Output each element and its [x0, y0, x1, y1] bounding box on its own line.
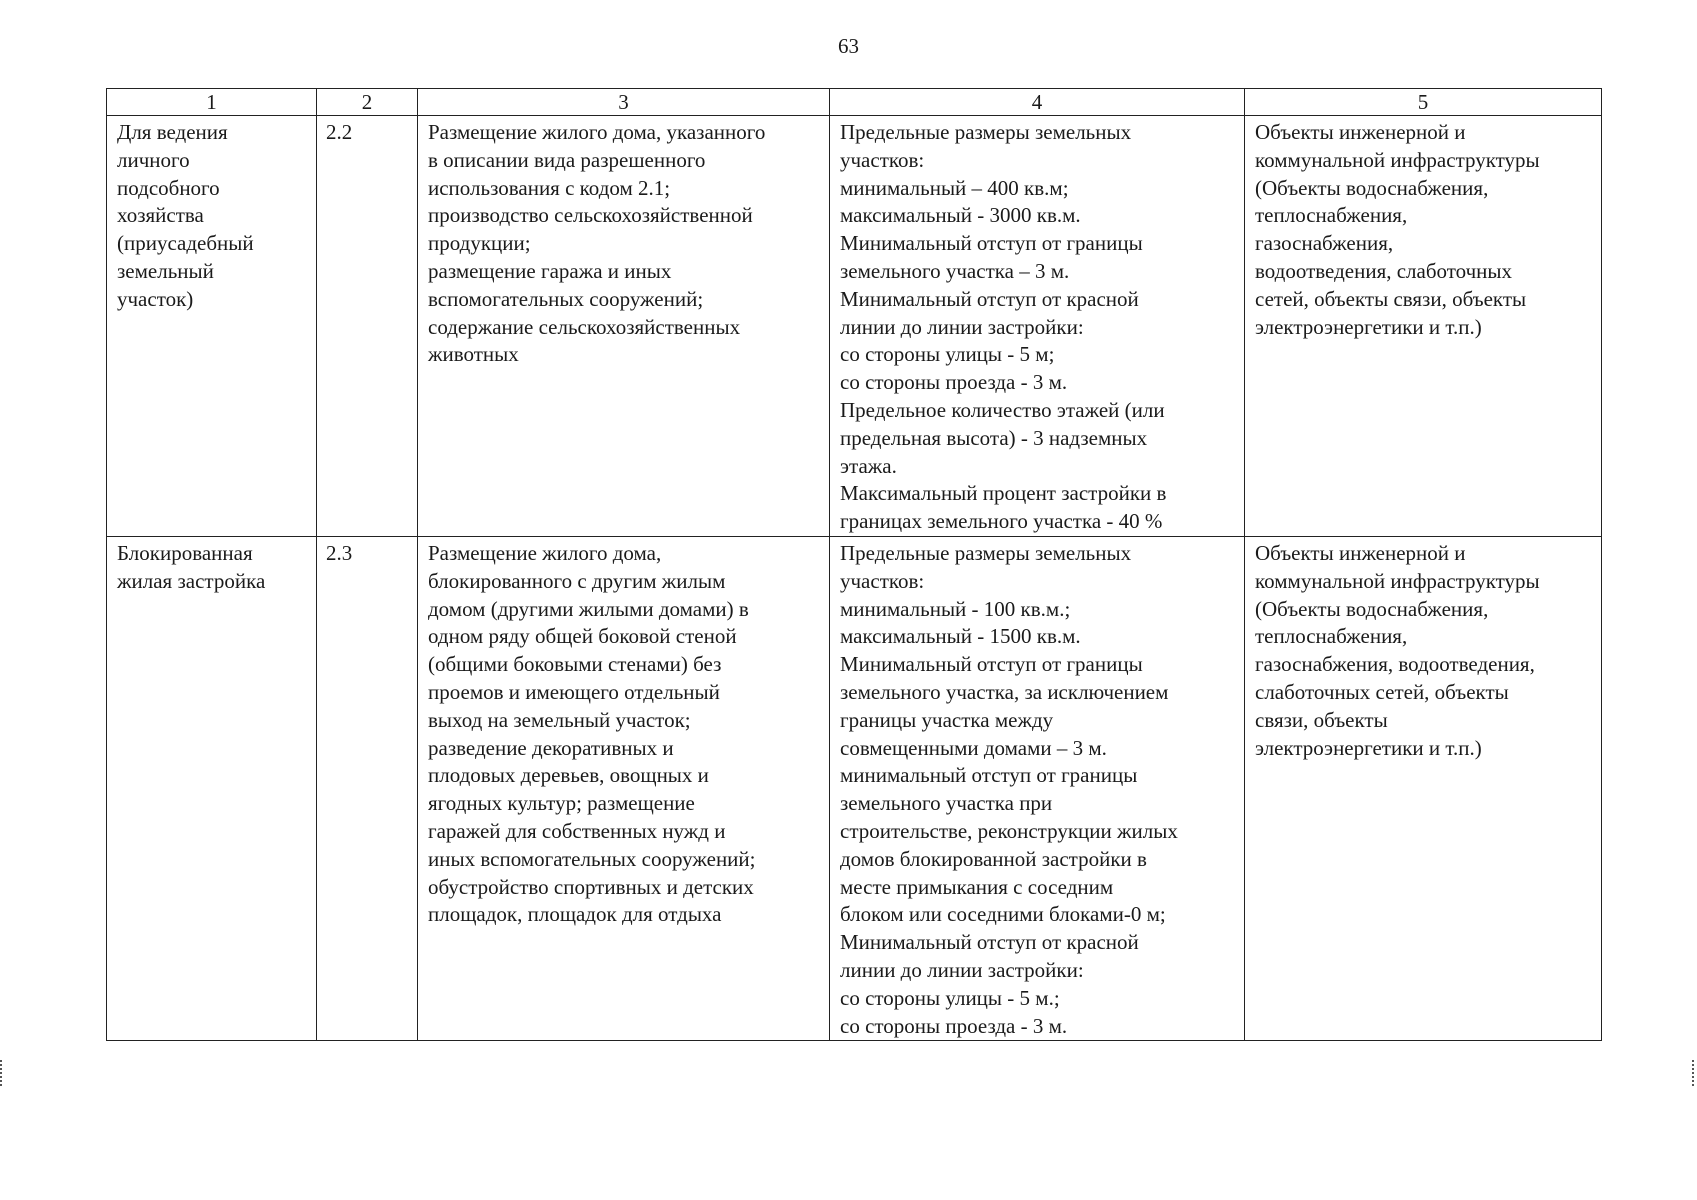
cell-line: животных	[428, 342, 519, 367]
cell-line: участков:	[840, 568, 925, 593]
cell-line: использования с кодом 2.1;	[428, 175, 671, 200]
cell-line: Блокированная	[117, 541, 253, 565]
cell-line: гаражей для собственных нужд и	[428, 818, 726, 843]
cell-line: в описании вида разрешенного	[428, 147, 706, 172]
cell-line: минимальный - 100 кв.м.;	[840, 596, 1071, 621]
cell-line: участков:	[840, 147, 925, 172]
parameters-cell	[830, 116, 1245, 537]
cell-line: теплоснабжения,	[1255, 624, 1408, 649]
cell-line: Предельные размеры земельных	[840, 541, 1132, 565]
cell-line: строительстве, реконструкции жилых	[840, 818, 1178, 843]
cell-line: одном ряду общей боковой стеной	[428, 624, 737, 649]
cell-line: линии до линии застройки:	[840, 314, 1084, 339]
cell-line: (Объекты водоснабжения,	[1255, 175, 1489, 200]
infrastructure-cell	[1245, 116, 1602, 537]
cell-line: Объекты инженерной и	[1255, 120, 1466, 144]
cell-line: размещение гаража и иных	[428, 258, 672, 283]
cell-line: (общими боковыми стенами) без	[428, 652, 722, 677]
cell-line: со стороны проезда - 3 м.	[840, 1013, 1068, 1038]
header-cell-2: 2	[317, 89, 418, 116]
cell-line: со стороны проезда - 3 м.	[840, 370, 1068, 395]
cell-line: теплоснабжения,	[1255, 203, 1408, 228]
cell-line: Для ведения	[117, 120, 228, 144]
cell-line: этажа.	[840, 453, 897, 478]
cell-line: Максимальный процент застройки в	[840, 481, 1167, 506]
cell-line: земельный	[117, 258, 214, 283]
cell-line: со стороны улицы - 5 м.;	[840, 985, 1060, 1010]
header-cell-5: 5	[1245, 89, 1602, 116]
header-cell-4: 4	[830, 89, 1245, 116]
description-cell	[418, 116, 830, 537]
zoning-table	[106, 88, 1602, 1041]
parameters-cell	[830, 537, 1245, 1041]
table-row	[107, 537, 1602, 1041]
cell-line: жилая застройка	[117, 568, 266, 593]
cell-line: содержание сельскохозяйственных	[428, 314, 741, 339]
header-cell-3: 3	[418, 89, 830, 116]
cell-line: коммунальной инфраструктуры	[1255, 568, 1540, 593]
cell-line: слаботочных сетей, объекты	[1255, 679, 1509, 704]
table-row	[107, 116, 1602, 537]
cell-line: электроэнергетики и т.п.)	[1255, 735, 1482, 760]
cell-line: (приусадебный	[117, 231, 254, 256]
header-cell-1: 1	[107, 89, 317, 116]
cell-line: границах земельного участка - 40 %	[840, 509, 1163, 534]
cell-line: блокированного с другим жилым	[428, 568, 726, 593]
cell-line: газоснабжения,	[1255, 231, 1394, 256]
cell-line: линии до линии застройки:	[840, 957, 1084, 982]
cell-line: подсобного	[117, 175, 220, 200]
cell-line: Объекты инженерной и	[1255, 541, 1466, 565]
header-row	[107, 89, 1602, 116]
cell-line: совмещенными домами – 3 м.	[840, 735, 1107, 760]
scan-edge-mark-left	[0, 1060, 4, 1086]
cell-line: участок)	[117, 286, 194, 311]
cell-line: домом (другими жилыми домами) в	[428, 596, 749, 621]
cell-line: земельного участка, за исключением	[840, 679, 1169, 704]
cell-line: Минимальный отступ от границы	[840, 652, 1143, 677]
cell-line: разведение декоративных и	[428, 735, 674, 760]
cell-line: продукции;	[428, 231, 531, 256]
cell-line: сетей, объекты связи, объекты	[1255, 286, 1527, 311]
cell-line: личного	[117, 147, 190, 172]
use-type-code-cell: 2.3	[317, 537, 418, 1041]
cell-line: Предельные размеры земельных	[840, 120, 1132, 144]
cell-line: выход на земельный участок;	[428, 707, 691, 732]
cell-line: земельного участка при	[840, 791, 1053, 816]
cell-line: электроэнергетики и т.п.)	[1255, 314, 1482, 339]
scan-edge-mark-right	[1692, 1060, 1696, 1086]
cell-line: минимальный – 400 кв.м;	[840, 175, 1069, 200]
cell-line: проемов и имеющего отдельный	[428, 679, 720, 704]
cell-line: связи, объекты	[1255, 707, 1388, 732]
cell-line: Размещение жилого дома,	[428, 541, 662, 565]
cell-line: границы участка между	[840, 707, 1054, 732]
cell-line: максимальный - 3000 кв.м.	[840, 203, 1081, 228]
cell-line: производство сельскохозяйственной	[428, 203, 753, 228]
cell-line: максимальный - 1500 кв.м.	[840, 624, 1081, 649]
cell-line: блоком или соседними блоками-0 м;	[840, 902, 1166, 927]
cell-line: газоснабжения, водоотведения,	[1255, 652, 1535, 677]
cell-line: коммунальной инфраструктуры	[1255, 147, 1540, 172]
cell-line: иных вспомогательных сооружений;	[428, 846, 756, 871]
cell-line: Минимальный отступ от красной	[840, 286, 1139, 311]
cell-line: Предельное количество этажей (или	[840, 397, 1165, 422]
cell-line: домов блокированной застройки в	[840, 846, 1147, 871]
cell-line: земельного участка – 3 м.	[840, 258, 1070, 283]
cell-line: вспомогательных сооружений;	[428, 286, 704, 311]
cell-line: водоотведения, слаботочных	[1255, 258, 1513, 283]
cell-line: минимальный отступ от границы	[840, 763, 1138, 788]
cell-line: предельная высота) - 3 надземных	[840, 425, 1148, 450]
cell-line: со стороны улицы - 5 м;	[840, 342, 1055, 367]
cell-line: месте примыкания с соседним	[840, 874, 1114, 899]
use-type-name-cell	[107, 116, 317, 537]
cell-line: Минимальный отступ от красной	[840, 930, 1139, 955]
cell-line: ягодных культур; размещение	[428, 791, 695, 816]
description-cell	[418, 537, 830, 1041]
use-type-name-cell	[107, 537, 317, 1041]
cell-line: хозяйства	[117, 203, 204, 228]
cell-line: (Объекты водоснабжения,	[1255, 596, 1489, 621]
use-type-code-cell: 2.2	[317, 116, 418, 537]
cell-line: плодовых деревьев, овощных и	[428, 763, 709, 788]
infrastructure-cell	[1245, 537, 1602, 1041]
cell-line: обустройство спортивных и детских	[428, 874, 754, 899]
page-number: 63	[838, 34, 859, 58]
cell-line: Размещение жилого дома, указанного	[428, 120, 766, 144]
cell-line: Минимальный отступ от границы	[840, 231, 1143, 256]
cell-line: площадок, площадок для отдыха	[428, 902, 722, 927]
